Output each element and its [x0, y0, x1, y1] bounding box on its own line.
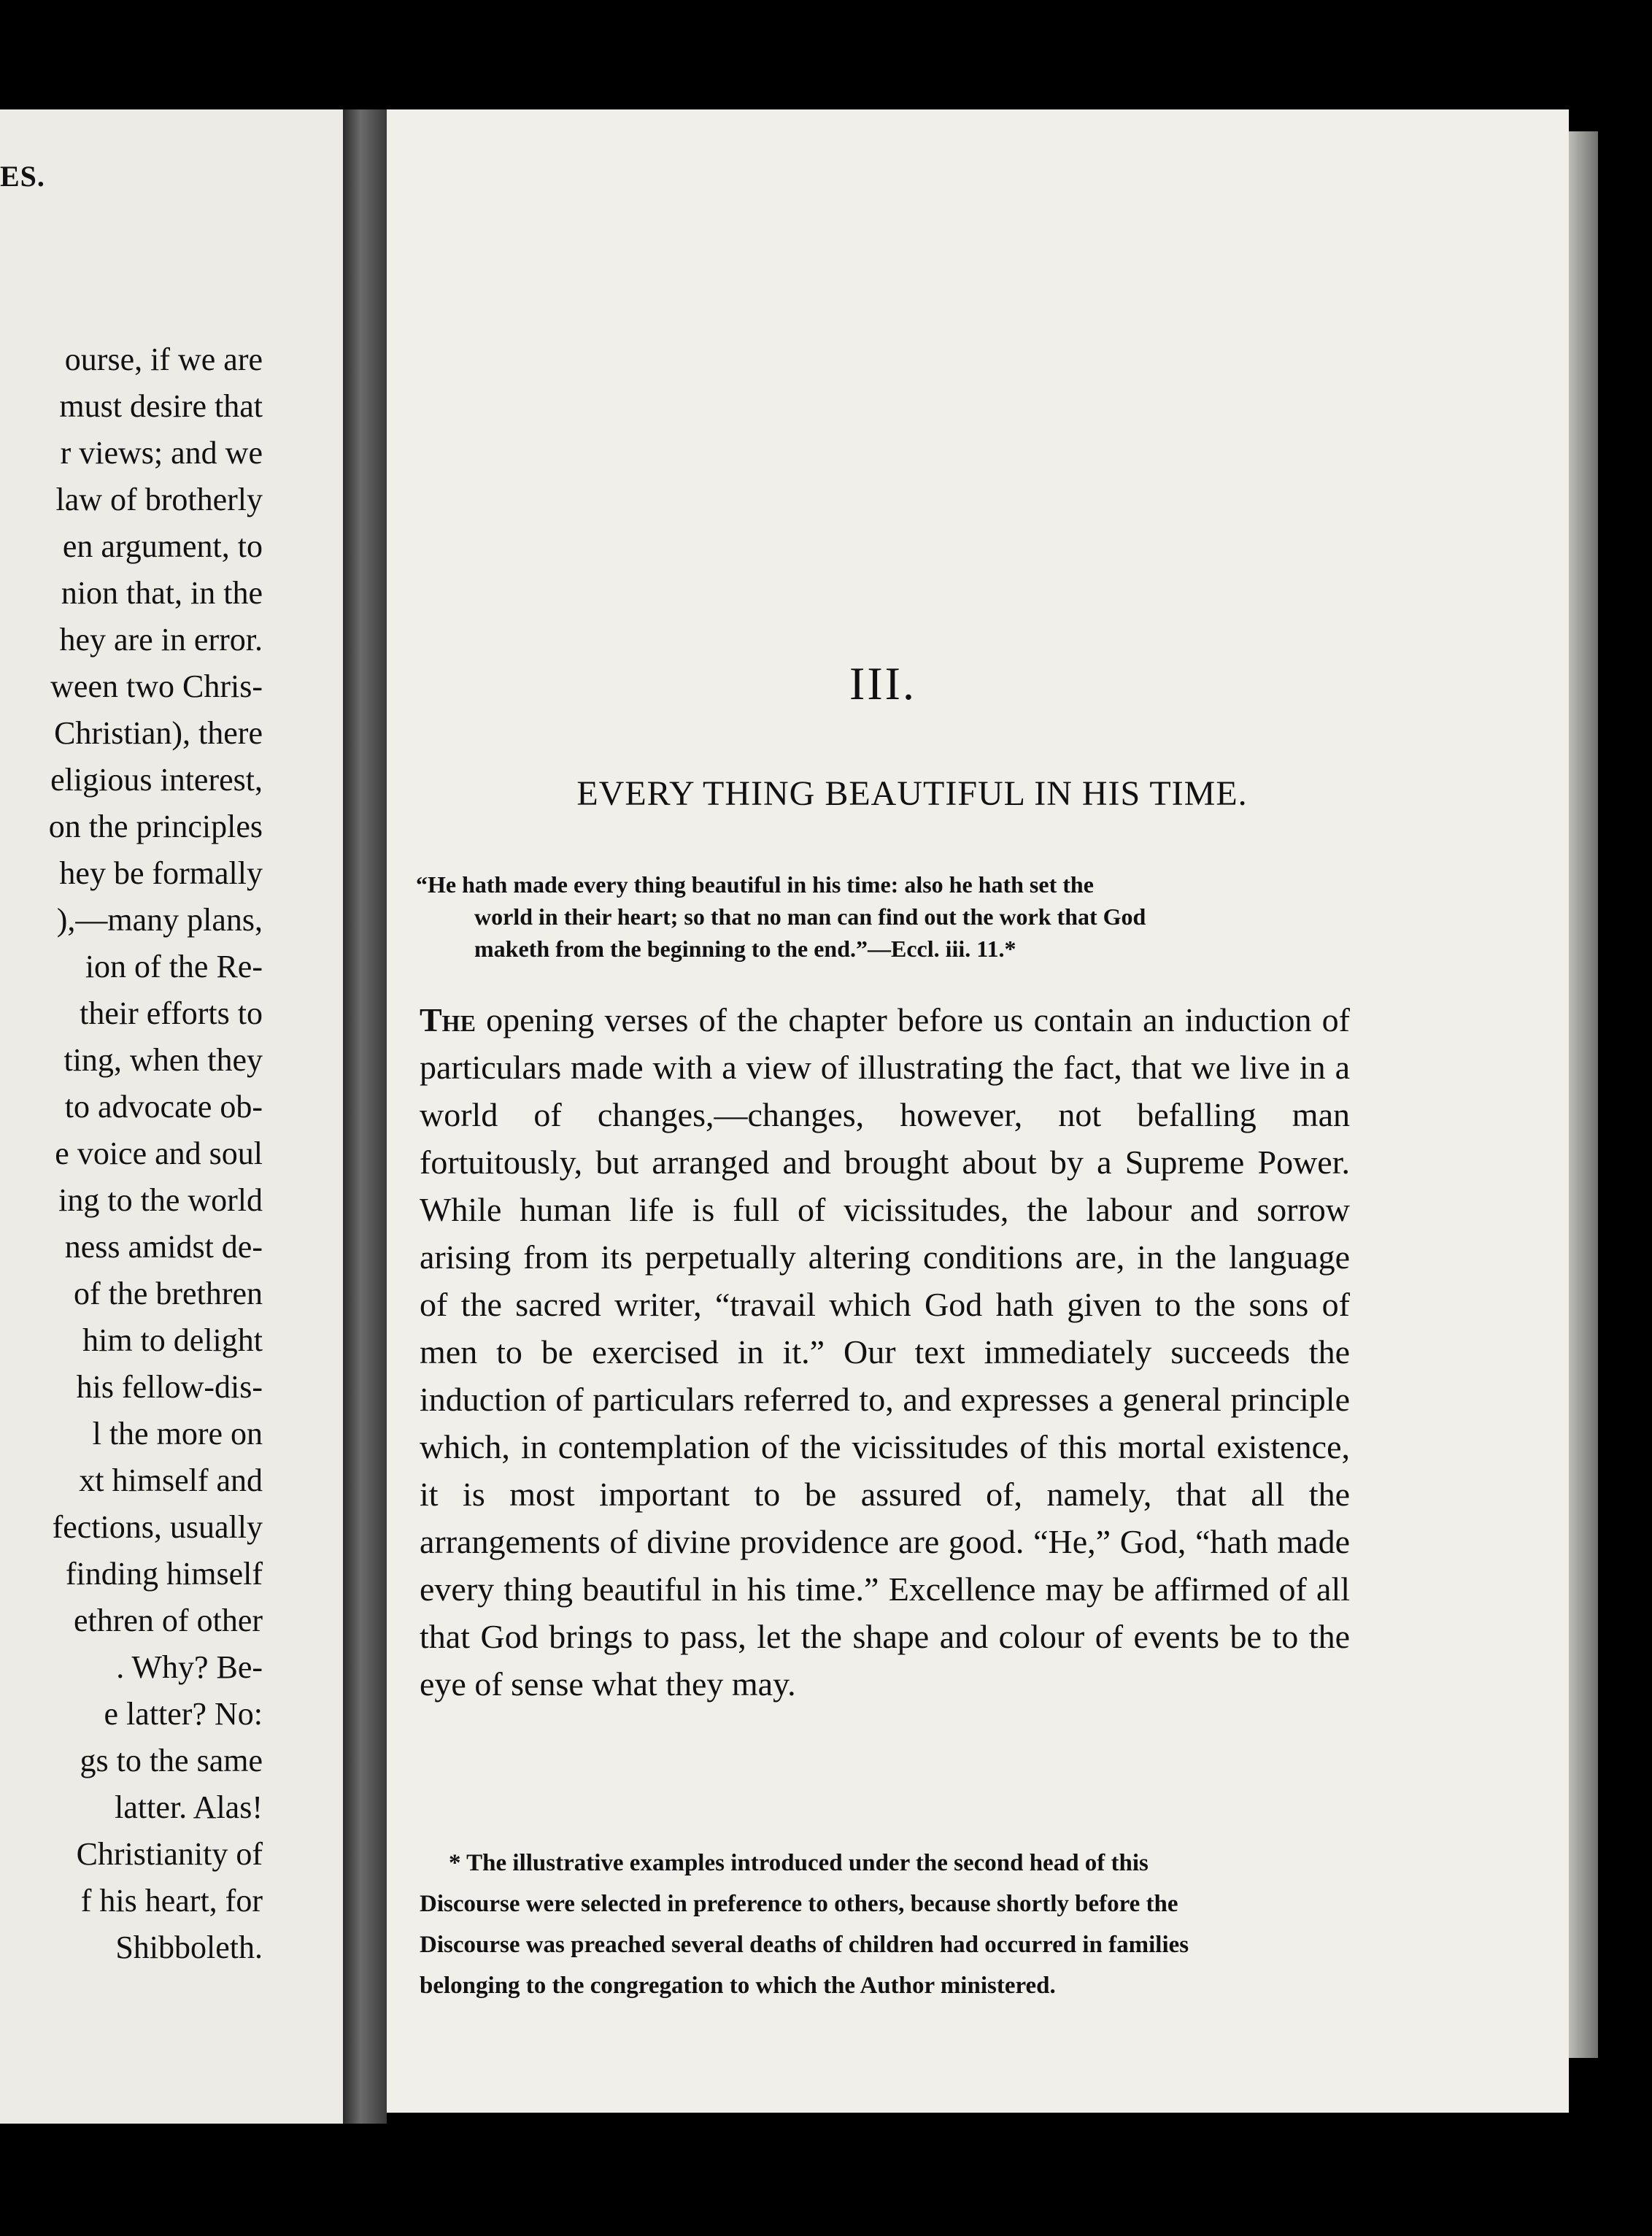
left-page-line: him to delight — [82, 1322, 263, 1358]
left-page-line: ),—many plans, — [56, 902, 263, 938]
left-page-line: Christianity of — [76, 1836, 263, 1872]
left-page-line: eligious interest, — [50, 762, 263, 798]
left-page-line: ing to the world — [58, 1182, 263, 1218]
page-edge — [1569, 131, 1598, 2058]
left-page-line: fections, usually — [52, 1509, 263, 1545]
left-page-line: f his heart, for — [80, 1883, 263, 1919]
left-page-line: ting, when they — [63, 1042, 263, 1078]
book-gutter — [343, 109, 387, 2124]
footnote-line: Discourse was preached several deaths of children had occurred in families — [420, 1932, 1189, 1958]
footnote — [420, 1843, 1350, 2006]
left-page-line: nion that, in the — [61, 575, 263, 611]
left-page-line: r views; and we — [60, 435, 263, 471]
left-page-line: . Why? Be- — [116, 1649, 263, 1685]
left-page-line: on the principles — [48, 809, 263, 844]
epigraph — [416, 868, 1365, 965]
left-page-line: must desire that — [59, 388, 263, 424]
left-page-line: ween two Chris- — [50, 668, 263, 704]
body-text: opening verses of the chapter before us contain an induction of particulars made with a view of illustrating the fact, that we live in a world of changes,—changes, however, not befalling man fortuitously, but arranged and brought about by a Supreme Power. While human life is full of vicissitudes, the labour and sorrow arising from its perpetually altering conditions are, in the language of the sacred writer, “travail which God hath given to the sons of men to be exercised in it.” Our text immediately succeeds the induction of particulars referred to, and expresses a general principle which, in contemplation of the vicissitudes of this mortal existence, it is most important to be assured of, namely, that all the arrangements of divine providence are good. “He,” God, “hath made every thing beautiful in his time.” Excellence may be affirmed of all that God brings to pass, let the shape and colour of events be to the eye of sense what they may. — [420, 1001, 1351, 1703]
left-page-line: his fellow-dis- — [76, 1369, 263, 1405]
left-page-line: latter. Alas! — [115, 1789, 263, 1825]
left-page-line: e latter? No: — [104, 1696, 263, 1732]
epigraph-line: “He hath made every thing beautiful in his time: also he hath set the — [416, 871, 1094, 898]
left-page-line: to advocate ob- — [64, 1089, 263, 1125]
left-page-line: ourse, if we are — [64, 342, 263, 377]
left-page-line: ethren of other — [74, 1603, 263, 1638]
left-page-line: hey are in error. — [59, 622, 263, 658]
left-running-header: ES. — [0, 160, 45, 193]
chapter-title: EVERY THING BEAUTIFUL IN HIS TIME. — [576, 774, 1248, 813]
opening-word: The — [420, 1001, 476, 1038]
left-page-line: Christian), there — [54, 715, 263, 751]
left-page-line: of the brethren — [74, 1276, 263, 1311]
left-page-line: gs to the same — [80, 1743, 263, 1778]
left-page-line: their efforts to — [80, 995, 263, 1031]
epigraph-line: world in their heart; so that no man can find out the work that God — [474, 903, 1146, 930]
left-page-line: e voice and soul — [55, 1136, 263, 1171]
left-page-line: Shibboleth. — [115, 1929, 263, 1965]
footnote-line: Discourse were selected in preference to others, because shortly before the — [420, 1891, 1178, 1917]
left-page-line: finding himself — [65, 1556, 263, 1592]
left-page-line: hey be formally — [59, 855, 263, 891]
chapter-number: III. — [849, 658, 916, 709]
left-page-line: ion of the Re- — [85, 949, 263, 984]
left-page-line: law of brotherly — [55, 482, 263, 517]
epigraph-line: maketh from the beginning to the end.”—Eccl. iii. 11.* — [474, 936, 1016, 962]
left-page-line: en argument, to — [62, 528, 263, 564]
left-page-line: ness amidst de- — [64, 1229, 263, 1265]
footnote-line: belonging to the congregation to which the Author ministered. — [420, 1973, 1056, 1999]
left-page-line: xt himself and — [79, 1462, 263, 1498]
body-paragraph — [420, 996, 1350, 1708]
footnote-line: * The illustrative examples introduced under the second head of this — [449, 1850, 1149, 1876]
left-page-line: l the more on — [92, 1416, 263, 1452]
